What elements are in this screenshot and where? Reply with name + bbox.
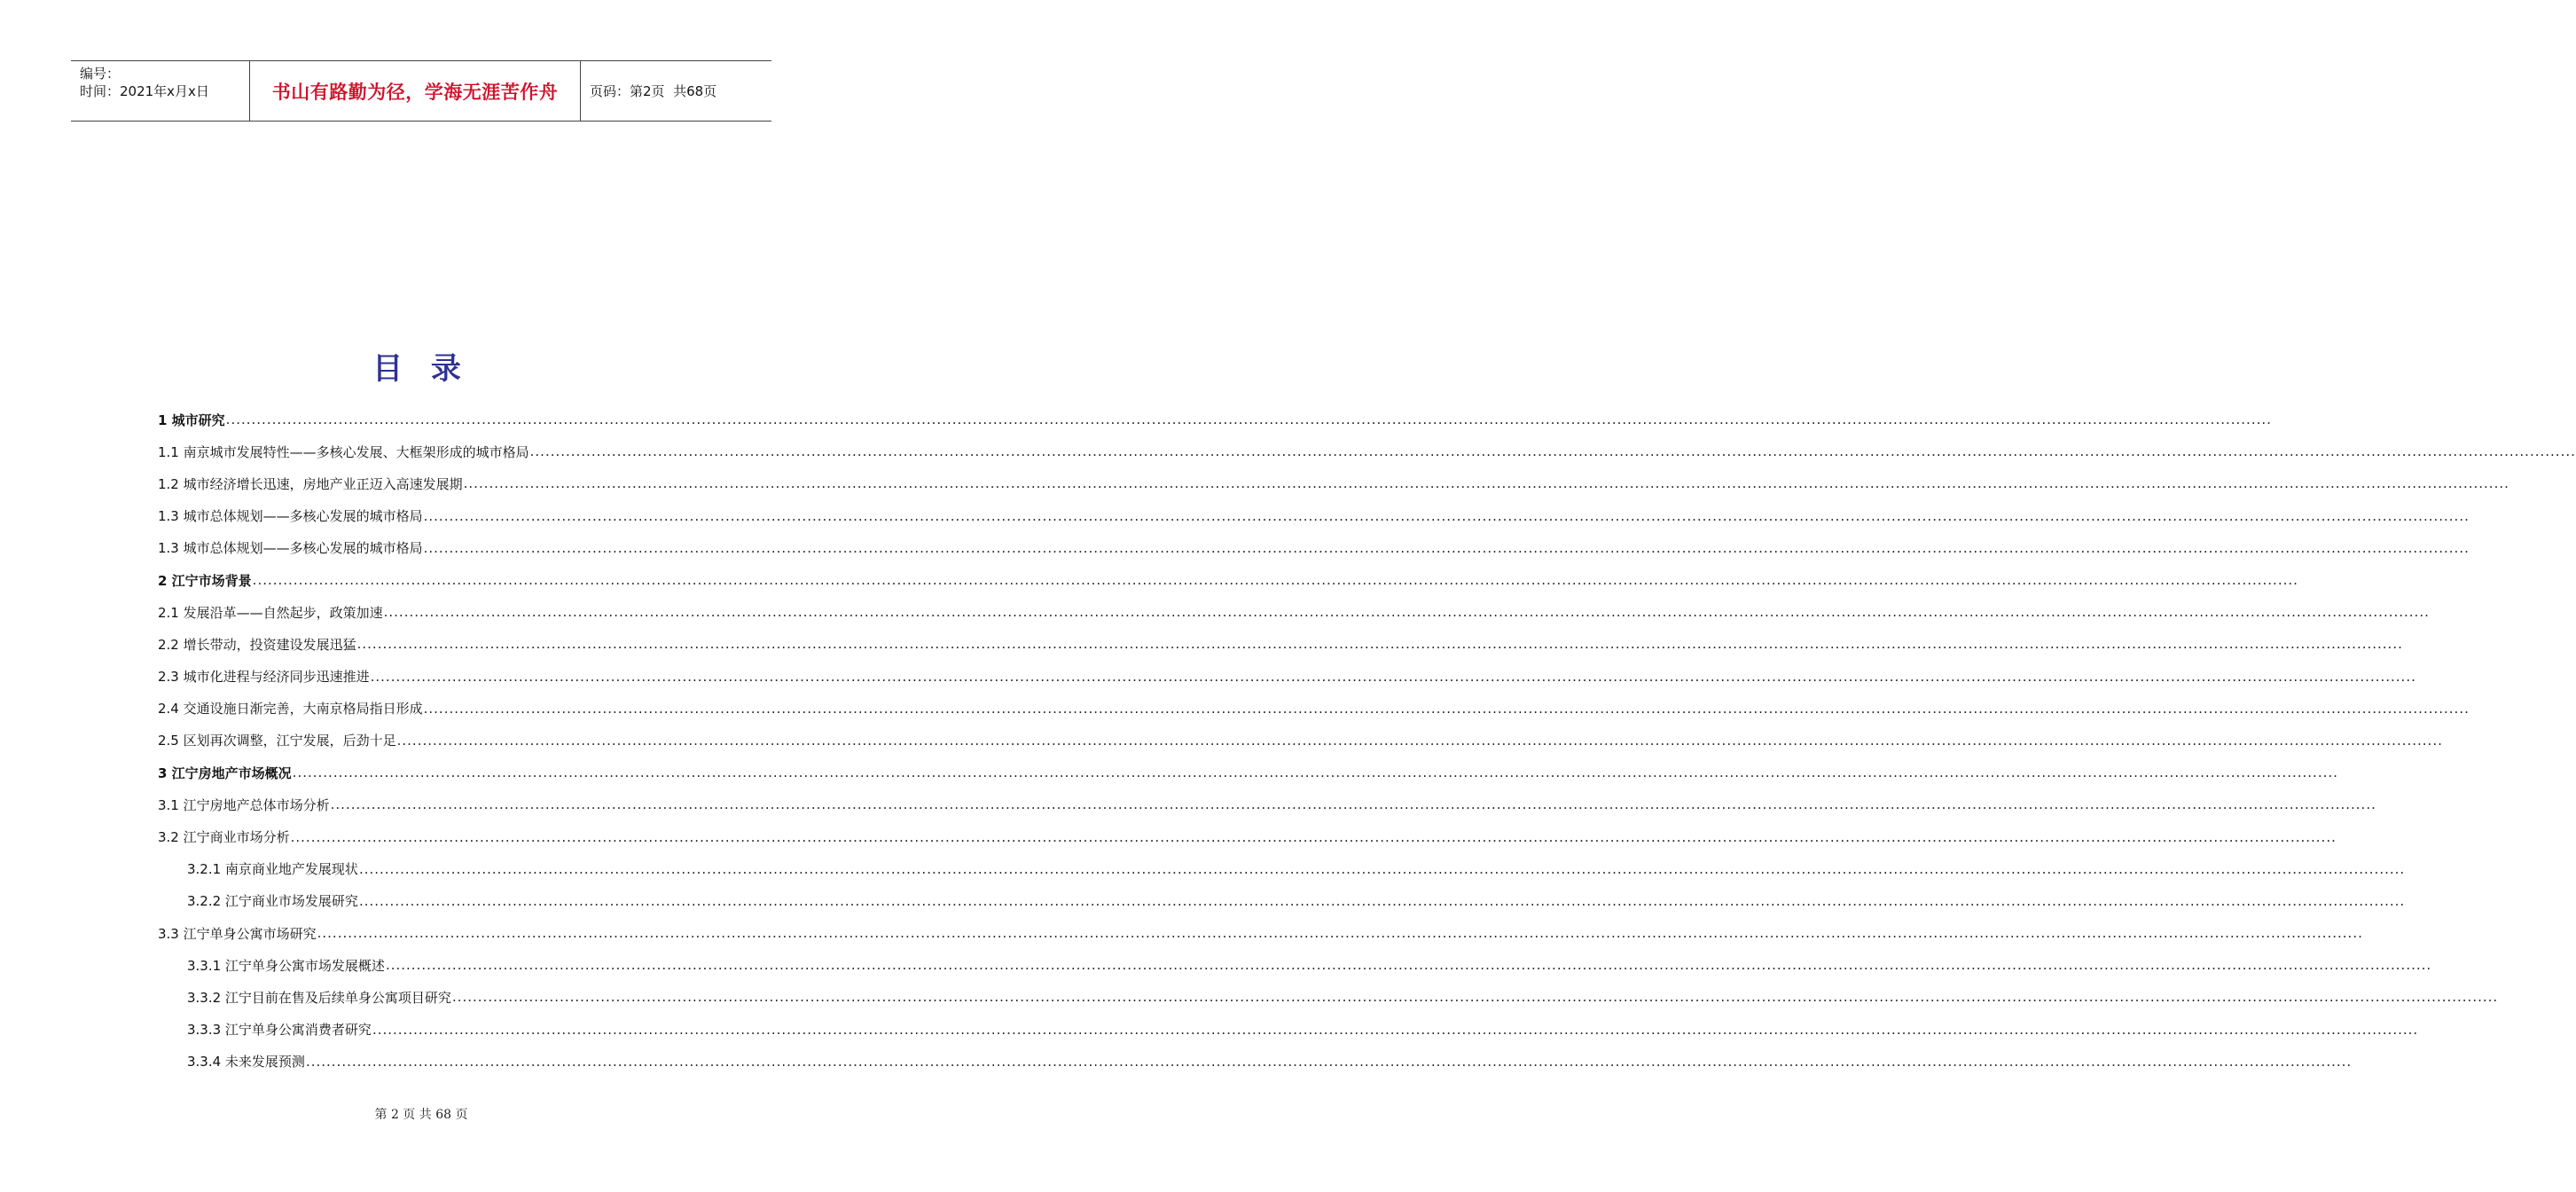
toc-entry-title: 2 江宁市场背景 <box>158 572 252 589</box>
toc-dot-leader: ................................................................................................................................................................................................................................................................................................................................................................................................................ <box>423 539 2470 556</box>
toc-entry-title: 3.3.4 未来发展预测 <box>187 1054 305 1070</box>
toc-entry-title: 2.1 发展沿革——自然起步，政策加速 <box>158 604 383 621</box>
page-title: 目 录 <box>372 351 470 387</box>
toc-entry[interactable] <box>0 757 2338 788</box>
toc-dot-leader: ................................................................................................................................................................................................................................................................................................................................................................................................................ <box>292 765 2338 781</box>
toc-entry-title: 2.3 城市化进程与经济同步迅速推进 <box>158 669 370 686</box>
toc-entry[interactable] <box>0 917 2363 949</box>
toc-entry-title: 1 城市研究 <box>158 412 225 428</box>
toc-entry-title: 1.2 城市经济增长迅速，房地产业正迈入高速发展期 <box>158 475 463 492</box>
toc-entry-title: 1.3 城市总体规划——多核心发展的城市格局 <box>158 540 423 557</box>
header-page-info-text: 页码：第2页 共68页 <box>590 83 717 99</box>
toc-dot-leader: ................................................................................................................................................................................................................................................................................................................................................................................................................ <box>358 860 2406 877</box>
toc-dot-leader: ................................................................................................................................................................................................................................................................................................................................................................................................................ <box>385 957 2432 974</box>
toc-entry[interactable] <box>0 949 2432 981</box>
table-of-contents <box>0 404 2576 1078</box>
document-time-label: 时间：2021年x月x日 <box>80 83 209 99</box>
toc-dot-leader: ................................................................................................................................................................................................................................................................................................................................................................................................................ <box>463 475 2509 492</box>
toc-entry[interactable] <box>0 435 2576 467</box>
toc-entry[interactable] <box>0 820 2337 852</box>
toc-dot-leader: ................................................................................................................................................................................................................................................................................................................................................................................................................ <box>358 892 2406 909</box>
toc-entry[interactable] <box>0 788 2376 820</box>
header-motto: 书山有路勤为径，学海无涯苦作舟 <box>250 61 581 121</box>
toc-entry[interactable] <box>0 853 2406 885</box>
header-page-info <box>581 61 771 121</box>
page-header <box>71 60 771 122</box>
toc-dot-leader: ................................................................................................................................................................................................................................................................................................................................................................................................................ <box>356 636 2403 653</box>
toc-dot-leader: ................................................................................................................................................................................................................................................................................................................................................................................................................ <box>317 925 2363 942</box>
toc-entry-title: 1.1 南京城市发展特性——多核心发展、大框架形成的城市格局 <box>158 443 529 460</box>
toc-entry[interactable] <box>0 981 2499 1013</box>
toc-entry-title: 3.2 江宁商业市场分析 <box>158 829 290 846</box>
toc-dot-leader: ................................................................................................................................................................................................................................................................................................................................................................................................................ <box>383 604 2430 621</box>
toc-entry[interactable] <box>0 1014 2419 1046</box>
toc-entry-title: 3.3.3 江宁单身公寓消费者研究 <box>187 1022 372 1039</box>
toc-entry[interactable] <box>0 564 2298 596</box>
toc-dot-leader: ................................................................................................................................................................................................................................................................................................................................................................................................................ <box>252 572 2298 589</box>
toc-entry[interactable] <box>0 885 2406 917</box>
toc-entry-title: 3.1 江宁房地产总体市场分析 <box>158 796 330 813</box>
toc-entry[interactable] <box>0 725 2443 757</box>
toc-dot-leader: ................................................................................................................................................................................................................................................................................................................................................................................................................ <box>423 507 2470 524</box>
toc-entry-title: 2.5 区划再次调整，江宁发展，后劲十足 <box>158 733 396 749</box>
toc-entry[interactable] <box>0 1046 2353 1078</box>
toc-dot-leader: ................................................................................................................................................................................................................................................................................................................................................................................................................ <box>370 668 2416 685</box>
toc-dot-leader: ................................................................................................................................................................................................................................................................................................................................................................................................................ <box>423 700 2470 717</box>
toc-dot-leader: ................................................................................................................................................................................................................................................................................................................................................................................................................ <box>529 443 2576 460</box>
toc-entry-title: 3.3.2 江宁目前在售及后续单身公寓项目研究 <box>187 989 451 1006</box>
toc-entry-title: 2.2 增长带动，投资建设发展迅猛 <box>158 636 356 653</box>
toc-entry-title: 3.3.1 江宁单身公寓市场发展概述 <box>187 957 385 974</box>
toc-entry-title: 2.4 交通设施日渐完善，大南京格局指日形成 <box>158 701 423 718</box>
toc-dot-leader: ................................................................................................................................................................................................................................................................................................................................................................................................................ <box>305 1053 2353 1070</box>
toc-dot-leader: ................................................................................................................................................................................................................................................................................................................................................................................................................ <box>225 412 2272 428</box>
toc-entry-title: 3.3 江宁单身公寓市场研究 <box>158 925 317 942</box>
toc-entry[interactable] <box>0 661 2416 693</box>
toc-dot-leader: ................................................................................................................................................................................................................................................................................................................................................................................................................ <box>372 1021 2419 1038</box>
toc-dot-leader: ................................................................................................................................................................................................................................................................................................................................................................................................................ <box>396 732 2443 749</box>
toc-entry-title: 3.2.2 江宁商业市场发展研究 <box>187 893 358 910</box>
toc-dot-leader: ................................................................................................................................................................................................................................................................................................................................................................................................................ <box>330 796 2376 813</box>
toc-entry[interactable] <box>0 628 2403 660</box>
toc-entry[interactable] <box>0 467 2509 499</box>
toc-entry[interactable] <box>0 404 2272 435</box>
toc-entry[interactable] <box>0 596 2430 628</box>
toc-entry[interactable] <box>0 500 2470 532</box>
toc-entry-title: 3 江宁房地产市场概况 <box>158 765 292 781</box>
toc-entry[interactable] <box>0 693 2470 725</box>
toc-entry-title: 3.2.1 南京商业地产发展现状 <box>187 861 358 878</box>
document-number-label: 编号： <box>80 66 121 82</box>
toc-entry[interactable] <box>0 532 2470 564</box>
page-footer: 第 2 页 共 68 页 <box>374 1108 468 1122</box>
toc-dot-leader: ................................................................................................................................................................................................................................................................................................................................................................................................................ <box>290 828 2337 845</box>
toc-dot-leader: ................................................................................................................................................................................................................................................................................................................................................................................................................ <box>451 989 2499 1006</box>
toc-entry-title: 1.3 城市总体规划——多核心发展的城市格局 <box>158 508 423 525</box>
header-meta <box>71 61 250 121</box>
